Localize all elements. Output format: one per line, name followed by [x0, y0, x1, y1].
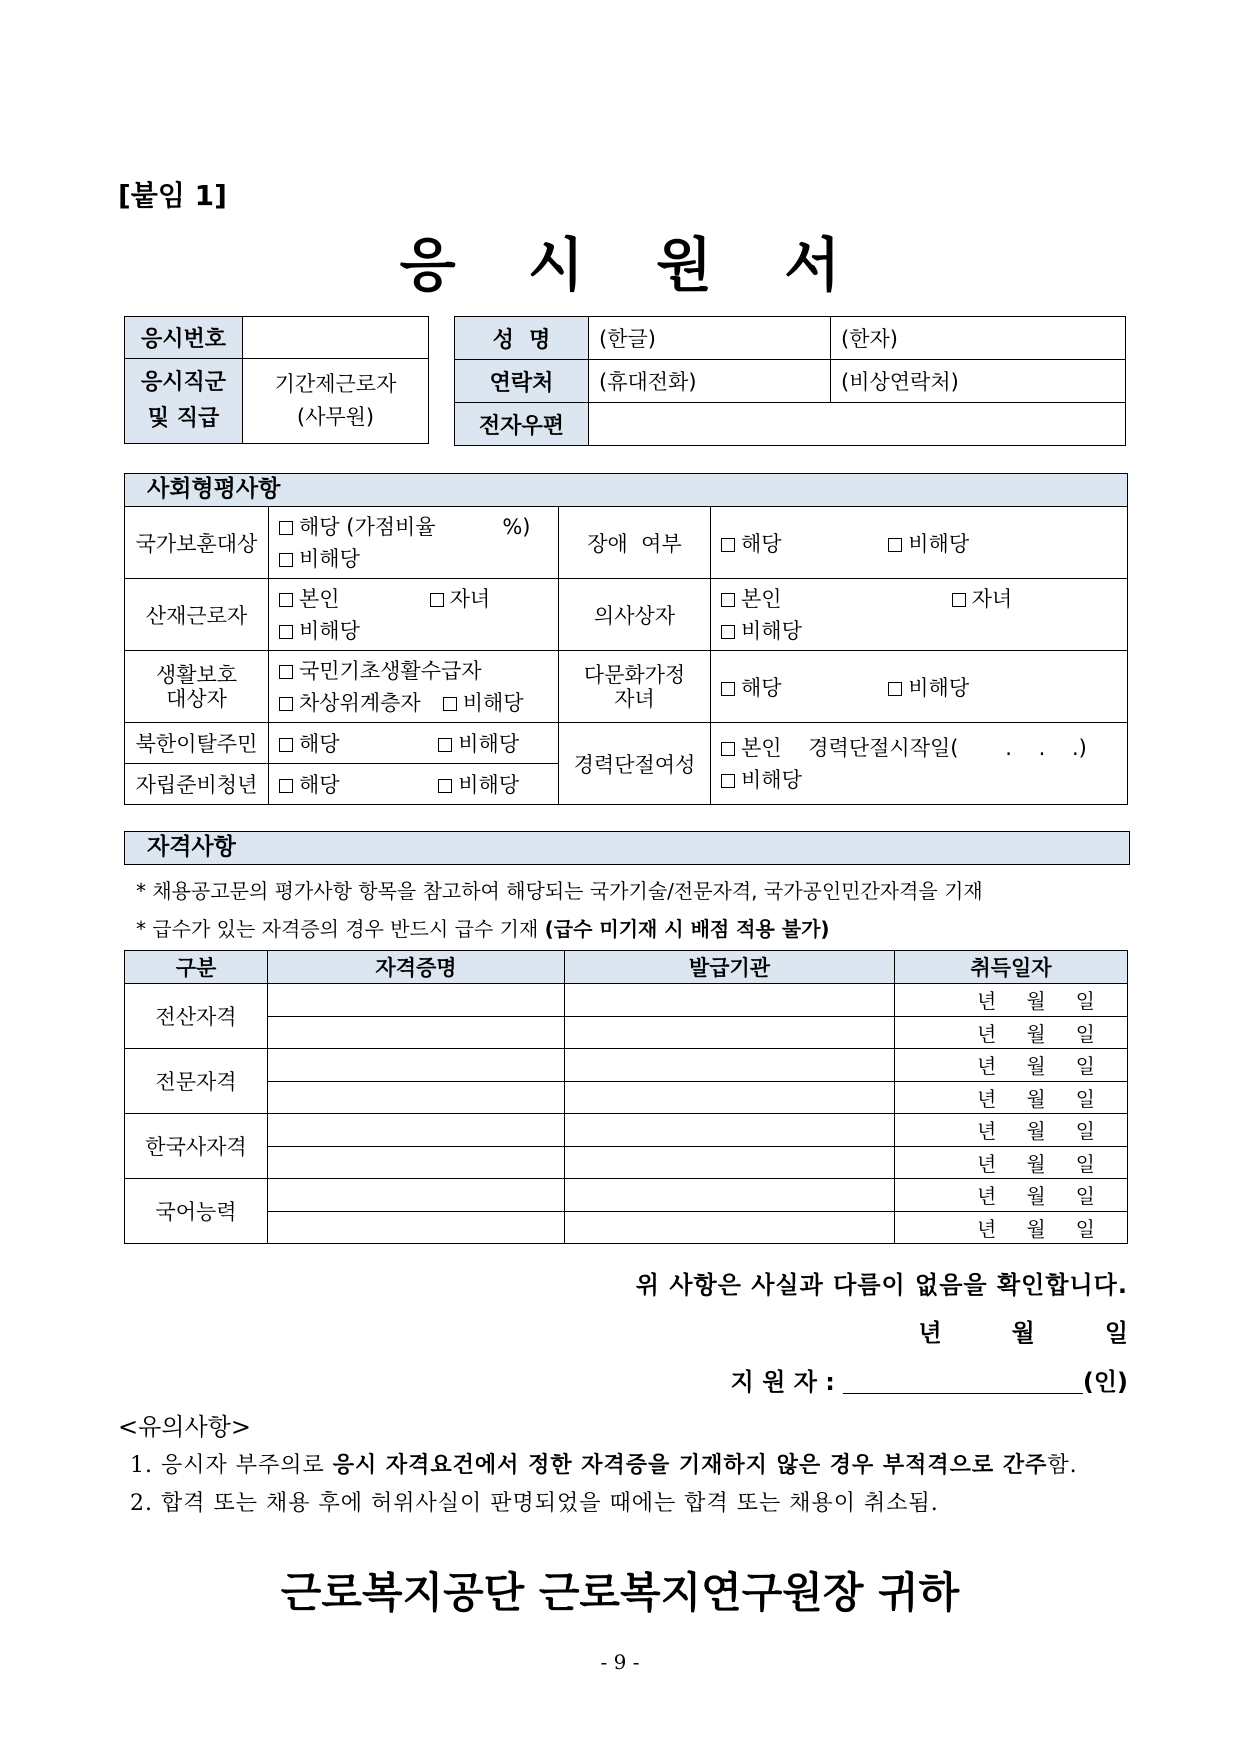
certificate-name-field[interactable] — [268, 1211, 565, 1244]
disability-option-not-applicable[interactable]: 비해당 — [888, 532, 969, 556]
contact-label: 연락처 — [455, 360, 589, 403]
independent-youth-options — [269, 764, 559, 805]
disability-options — [711, 507, 1128, 579]
defector-option-applicable[interactable]: 해당 — [279, 732, 340, 756]
righteous-person-options — [711, 579, 1128, 651]
issuing-agency-field[interactable] — [565, 1114, 895, 1147]
veteran-options — [269, 507, 559, 579]
header-certificate-name: 자격증명 — [268, 951, 565, 984]
job-category-label: 응시직군 및 직급 — [125, 359, 243, 444]
multicultural-option-not-applicable[interactable]: 비해당 — [888, 676, 969, 700]
livelihood-option-near-poverty[interactable]: 차상위계층자 — [279, 691, 421, 715]
livelihood-label: 생활보호 대상자 — [125, 651, 269, 723]
exam-number-field[interactable] — [243, 317, 429, 359]
checkbox-icon[interactable] — [279, 553, 293, 567]
career-break-label: 경력단절여성 — [559, 723, 711, 805]
issuing-agency-field[interactable] — [565, 1179, 895, 1212]
table-row — [125, 1179, 1128, 1212]
category-korean-history: 한국사자격 — [125, 1114, 268, 1179]
industrial-option-self[interactable]: 본인 — [279, 587, 340, 611]
checkbox-icon[interactable] — [721, 538, 735, 552]
issuing-agency-field[interactable] — [565, 1016, 895, 1049]
defector-options — [269, 723, 559, 764]
document-title: 응 시 원 서 — [399, 231, 867, 299]
issuing-agency-field[interactable] — [565, 1049, 895, 1082]
checkbox-icon[interactable] — [443, 697, 457, 711]
multicultural-label: 다문화가정 자녀 — [559, 651, 711, 723]
checkbox-icon[interactable] — [721, 774, 735, 788]
veteran-option-applicable[interactable]: 해당 (가점비율 %) — [279, 511, 558, 543]
career-break-options — [711, 723, 1128, 805]
certificate-name-field[interactable] — [268, 1081, 565, 1114]
checkbox-icon[interactable] — [279, 738, 293, 752]
righteous-option-self[interactable]: 본인 — [721, 587, 782, 611]
name-label: 성 명 — [455, 317, 589, 360]
name-korean-field[interactable]: (한글) — [589, 317, 831, 360]
career-break-option-self[interactable]: 본인 경력단절시작일( . . .) — [721, 732, 1127, 764]
livelihood-option-basic[interactable]: 국민기초생활수급자 — [279, 655, 558, 687]
table-row — [125, 1114, 1128, 1147]
qualifications-section-title: 자격사항 — [124, 831, 1130, 865]
annex-label: [붙임 1] — [118, 179, 227, 212]
checkbox-icon[interactable] — [279, 593, 293, 607]
certificate-name-field[interactable] — [268, 1146, 565, 1179]
category-professional: 전문자격 — [125, 1049, 268, 1114]
righteous-option-not-applicable[interactable]: 비해당 — [721, 615, 1127, 647]
checkbox-icon[interactable] — [279, 521, 293, 535]
issuing-agency-field[interactable] — [565, 984, 895, 1017]
acquisition-date-field[interactable]: 년 월 일 — [895, 1179, 1128, 1212]
checkbox-icon[interactable] — [952, 593, 966, 607]
caution-item-2: 2. 합격 또는 채용 후에 허위사실이 판명되었을 때에는 합격 또는 채용이 취소됨. — [130, 1491, 939, 1516]
applicant-signature: 지 원 자 : (인) — [730, 1368, 1128, 1396]
confirmation-statement: 위 사항은 사실과 다름이 없음을 확인합니다. — [635, 1271, 1128, 1299]
checkbox-icon[interactable] — [279, 779, 293, 793]
table-row — [125, 1049, 1128, 1082]
acquisition-date-field[interactable]: 년 월 일 — [895, 1049, 1128, 1082]
issuing-agency-field[interactable] — [565, 1081, 895, 1114]
table-row — [125, 984, 1128, 1017]
header-acquisition-date: 취득일자 — [895, 951, 1128, 984]
issuing-agency-field[interactable] — [565, 1211, 895, 1244]
qualifications-table — [124, 950, 1128, 1244]
checkbox-icon[interactable] — [721, 593, 735, 607]
email-label: 전자우편 — [455, 403, 589, 446]
livelihood-option-not-applicable[interactable]: 비해당 — [443, 691, 524, 715]
qualifications-note-2: * 급수가 있는 자격증의 경우 반드시 급수 기재 (급수 미기재 시 배점 적용 불가) — [136, 917, 830, 941]
certificate-name-field[interactable] — [268, 1049, 565, 1082]
checkbox-icon[interactable] — [279, 625, 293, 639]
applicant-info-table — [454, 316, 1126, 446]
righteous-person-label: 의사상자 — [559, 579, 711, 651]
defector-option-not-applicable[interactable]: 비해당 — [438, 732, 519, 756]
certificate-name-field[interactable] — [268, 1016, 565, 1049]
issuing-agency-field[interactable] — [565, 1146, 895, 1179]
table-row — [125, 1081, 1128, 1114]
industrial-option-child[interactable]: 자녀 — [430, 587, 491, 611]
veteran-option-not-applicable[interactable]: 비해당 — [279, 543, 558, 575]
page-number: - 9 - — [600, 1650, 640, 1674]
multicultural-option-applicable[interactable]: 해당 — [721, 676, 782, 700]
independent-option-applicable[interactable]: 해당 — [279, 773, 340, 797]
disability-option-applicable[interactable]: 해당 — [721, 532, 782, 556]
acquisition-date-field[interactable]: 년 월 일 — [895, 1211, 1128, 1244]
livelihood-options — [269, 651, 559, 723]
checkbox-icon[interactable] — [430, 593, 444, 607]
table-row — [125, 1016, 1128, 1049]
addressee: 근로복지공단 근로복지연구원장 귀하 — [280, 1568, 960, 1617]
signature-date[interactable]: 년 월 일 — [918, 1319, 1128, 1347]
caution-item-1: 1. 응시자 부주의로 응시 자격요건에서 정한 자격증을 기재하지 않은 경우 부적격으로 간주함. — [130, 1452, 1078, 1478]
acquisition-date-field[interactable]: 년 월 일 — [895, 1016, 1128, 1049]
exam-number-label: 응시번호 — [125, 317, 243, 359]
social-equity-table — [124, 506, 1128, 805]
application-info-table — [124, 316, 429, 444]
acquisition-date-field[interactable]: 년 월 일 — [895, 1114, 1128, 1147]
checkbox-icon[interactable] — [721, 625, 735, 639]
defector-label: 북한이탈주민 — [125, 723, 269, 764]
mobile-phone-field[interactable]: (휴대전화) — [589, 360, 831, 403]
category-computer: 전산자격 — [125, 984, 268, 1049]
righteous-option-child[interactable]: 자녀 — [952, 587, 1013, 611]
header-category: 구분 — [125, 951, 268, 984]
job-category-value: 기간제근로자 (사무원) — [243, 359, 429, 444]
checkbox-icon[interactable] — [279, 697, 293, 711]
checkbox-icon[interactable] — [721, 682, 735, 696]
acquisition-date-field[interactable]: 년 월 일 — [895, 984, 1128, 1017]
checkbox-icon[interactable] — [279, 665, 293, 679]
industrial-accident-label: 산재근로자 — [125, 579, 269, 651]
acquisition-date-field[interactable]: 년 월 일 — [895, 1146, 1128, 1179]
veteran-label: 국가보훈대상 — [125, 507, 269, 579]
disability-label: 장애 여부 — [559, 507, 711, 579]
emergency-contact-field[interactable]: (비상연락처) — [831, 360, 1126, 403]
independent-option-not-applicable[interactable]: 비해당 — [438, 773, 519, 797]
career-break-option-not-applicable[interactable]: 비해당 — [721, 764, 1127, 796]
email-field[interactable] — [589, 403, 1126, 446]
checkbox-icon[interactable] — [888, 538, 902, 552]
certificate-name-field[interactable] — [268, 1179, 565, 1212]
qualifications-note-1: * 채용공고문의 평가사항 항목을 참고하여 해당되는 국가기술/전문자격, 국가공인민간자격을 기재 — [136, 879, 983, 903]
industrial-option-not-applicable[interactable]: 비해당 — [279, 615, 558, 647]
multicultural-options — [711, 651, 1128, 723]
category-korean-language: 국어능력 — [125, 1179, 268, 1244]
table-row — [125, 1211, 1128, 1244]
caution-title: <유의사항> — [118, 1413, 251, 1441]
applicant-signature-field[interactable] — [843, 1368, 1083, 1394]
checkbox-icon[interactable] — [888, 682, 902, 696]
name-hanja-field[interactable]: (한자) — [831, 317, 1126, 360]
acquisition-date-field[interactable]: 년 월 일 — [895, 1081, 1128, 1114]
checkbox-icon[interactable] — [438, 779, 452, 793]
certificate-name-field[interactable] — [268, 1114, 565, 1147]
table-row — [125, 1146, 1128, 1179]
independent-youth-label: 자립준비청년 — [125, 764, 269, 805]
checkbox-icon[interactable] — [721, 742, 735, 756]
checkbox-icon[interactable] — [438, 738, 452, 752]
header-issuing-agency: 발급기관 — [565, 951, 895, 984]
social-equity-section-title: 사회형평사항 — [124, 473, 1128, 507]
certificate-name-field[interactable] — [268, 984, 565, 1017]
industrial-accident-options — [269, 579, 559, 651]
